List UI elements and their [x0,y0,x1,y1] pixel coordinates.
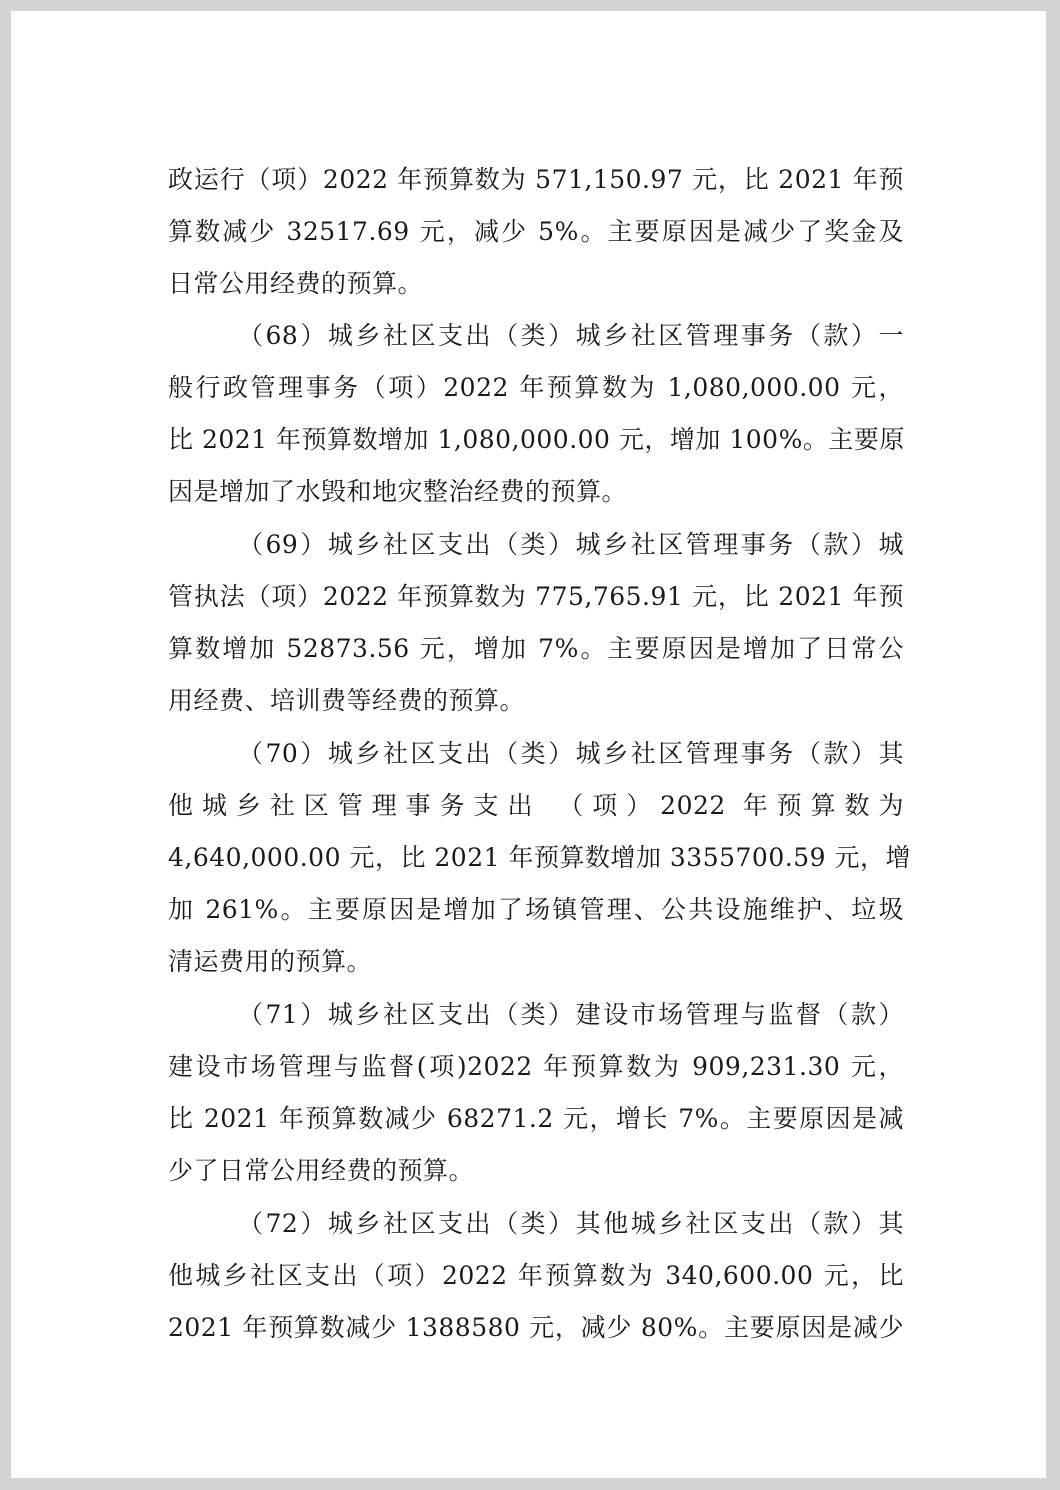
text-line: 日常公用经费的预算。 [168,269,424,298]
paragraph-heading-line: （70）城乡社区支出（类）城乡社区管理事务（款）其 [238,739,904,768]
text-line: 因是增加了水毁和地灾整治经费的预算。 [168,477,628,506]
text-line: 少了日常公用经费的预算。 [168,1156,475,1185]
text-line: 4,640,000.00 元，比 2021 年预算数增加 3355700.59 元，增 [168,843,911,872]
text-line: 政运行（项）2022 年预算数为 571,150.97 元，比 2021 年预 [168,165,904,194]
text-line: 建设市场管理与监督(项)2022 年预算数为 909,231.30 元， [168,1052,904,1081]
document-page [11,11,1046,1478]
paragraph-heading-line: （71）城乡社区支出（类）建设市场管理与监督（款） [238,1000,904,1029]
text-line: 他城乡社区支出（项）2022 年预算数为 340,600.00 元，比 [168,1261,904,1290]
paragraph-heading-line: （69）城乡社区支出（类）城乡社区管理事务（款）城 [238,530,904,559]
text-line: 管执法（项）2022 年预算数为 775,765.91 元，比 2021 年预 [168,582,904,611]
paragraph-heading-line: （68）城乡社区支出（类）城乡社区管理事务（款）一 [238,321,904,350]
text-line: 他城乡社区管理事务支出 （项）2022 年预算数为 [168,791,904,820]
text-line: 比 2021 年预算数增加 1,080,000.00 元，增加 100%。主要原 [168,425,905,454]
text-line: 清运费用的预算。 [168,947,373,976]
paragraph-heading-line: （72）城乡社区支出（类）其他城乡社区支出（款）其 [238,1209,904,1238]
text-line: 用经费、培训费等经费的预算。 [168,686,526,715]
text-line: 比 2021 年预算数减少 68271.2 元，增长 7%。主要原因是减 [168,1104,904,1133]
text-line: 加 261%。主要原因是增加了场镇管理、公共设施维护、垃圾 [168,895,904,924]
text-line: 般行政管理事务（项）2022 年预算数为 1,080,000.00 元， [168,373,904,402]
text-line: 算数增加 52873.56 元，增加 7%。主要原因是增加了日常公 [168,634,904,663]
text-line: 2021 年预算数减少 1388580 元，减少 80%。主要原因是减少 [168,1313,904,1342]
text-line: 算数减少 32517.69 元，减少 5%。主要原因是减少了奖金及 [168,217,904,246]
